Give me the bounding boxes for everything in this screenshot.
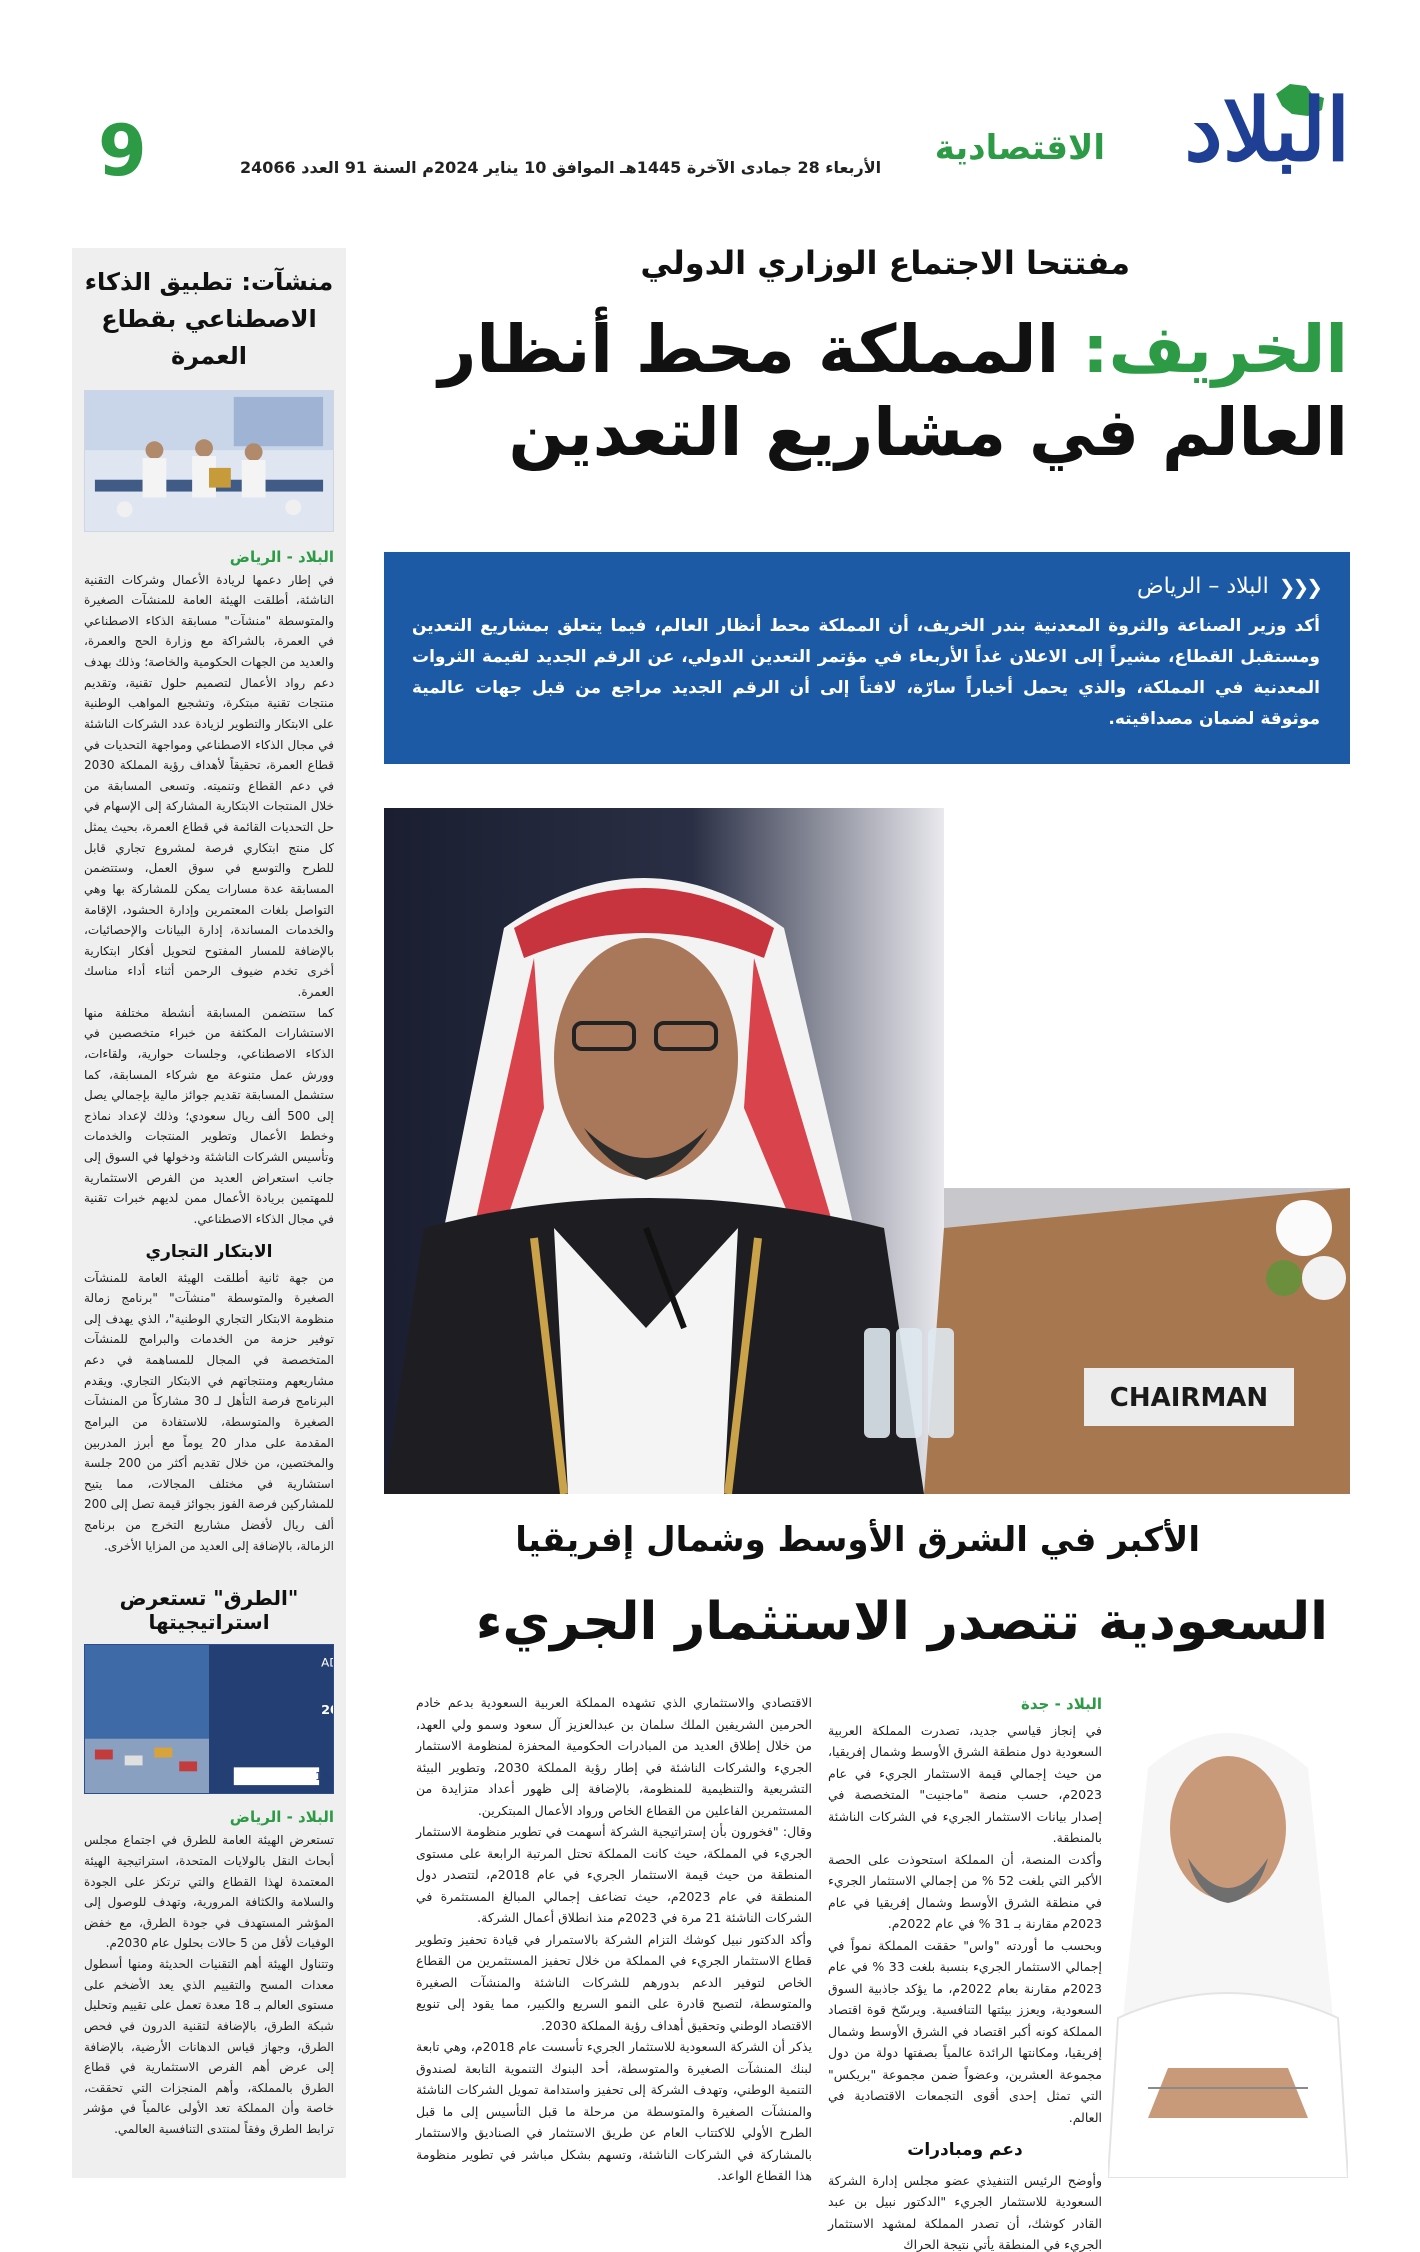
newspaper-logo[interactable]	[1120, 80, 1350, 190]
story2-paragraph: في إنجاز قياسي جديد، تصدرت المملكة العربية السعودية دول منطقة الشرق الأوسط وشمال إفريقيا، من حيث إجمالي قيمة الاستثمار الجريء في عام 2023م، حسب منصة "ماجنيت" المتخصصة في إصدار بيانات الاستثمار الجريء في الشركات الناشئة بالمنطقة.	[828, 1722, 1102, 1846]
story2-paragraph: وأكد الدكتور نبيل كوشك التزام الشركة بالاستمرار في قيادة تحفيز وتطوير قطاع الاستثمار الجريء في المملكة من خلال تحفيز المستثمرين من القطاع الخاص لتوفير الدعم بدورهم للشركات الناشئة والمنشآت الصغيرة والمتوسطة، لتصبح قادرة على النمو السريع والكبير، مما يقود إلى تنويع الاقتصاد الوطني وتحقيق أهداف رؤية المملكة 2030.	[416, 1931, 812, 2033]
story2-paragraph: وأوضح الرئيس التنفيذي عضو مجلس إدارة الشركة السعودية للاستثمار الجريء "الدكتور نبيل بن عبد القادر كوشك، أن تصدر المملكة لمشهد الاستثمار الجريء في المنطقة يأتي نتيجة الحراك	[828, 2172, 1102, 2252]
sidebar-story2-paragraph: وتتناول الهيئة أهم التقنيات الحديثة ومنها أسطول معدات المسح والتقييم الذي يعد الأضخم على مستوى العالم بـ 18 معدة تعمل على تقييم وتحليل شبكة الطرق، بالإضافة لتقنية الدرون في فحص الطرق، وجهاز قياس الدهانات الأرضية، بالإضافة إلى عرض أهم الفرص الاستثمارية في قطاع الطرق بالمملكة، وأهم المنجزات التي تحققت، خاصة وأن المملكة تعد الأولى عالمياً في مؤشر ترابط الطرق وفقاً لمنتدى التنافسية العالمي.	[84, 1957, 334, 2137]
masthead	[80, 80, 1350, 190]
dateline: الأربعاء 28 جمادى الآخرة 1445هـ الموافق 10 يناير 2024م السنة 91 العدد 24066	[240, 158, 882, 177]
story2-subhead: دعم ومبادرات	[907, 2140, 1023, 2161]
lead-text: أكد وزير الصناعة والثروة المعدنية بندر الخريف، أن المملكة محط أنظار العالم، فيما يتعلق بمشاريع التعدين ومستقبل القطاع، مشيراً إلى الاعلان غداً الأربعاء في مؤتمر التعدين الدولي، عن الرقم الجديد لقيمة الثروات المعدنية في المملكة، والذي يحمل أخباراً سارّة، لافتاً إلى أن الرقم الجديد مراجع من قبل جهات عالمية موثوقة لضمان مصداقيته.	[412, 616, 1320, 729]
logo-text: البلاد	[1184, 80, 1350, 181]
story1-kicker: مفتتحا الاجتماع الوزاري الدولي	[640, 244, 1130, 282]
story2-byline: البلاد - جدة	[1021, 1695, 1102, 1713]
headline-text: المملكة محط أنظار العالم في مشاريع التعدين	[438, 311, 1348, 472]
svg-text:فعاليات معرض الطرق والمرور 202	[321, 1703, 334, 1718]
sidebar	[72, 248, 346, 2178]
ad-brand: A	[321, 1656, 330, 1671]
roads-exhibition-ad[interactable]	[84, 1644, 334, 1794]
sidebar-story1-photo	[84, 390, 334, 532]
story2-kicker: الأكبر في الشرق الأوسط وشمال إفريقيا	[515, 1520, 1200, 1560]
headline-highlight: الخريف:	[1082, 311, 1348, 388]
sidebar-story2-title[interactable]: "الطرق" تستعرض استراتيجيتها	[119, 1586, 299, 1635]
story1-headline[interactable]	[388, 308, 1348, 474]
section-title: الاقتصادية	[934, 128, 1105, 168]
chevron-left-icon: ❮❮❮	[1278, 574, 1320, 599]
story2-headline[interactable]: السعودية تتصدر الاستثمار الجريء	[475, 1592, 1328, 1652]
story2-paragraph: وأكدت المنصة، أن المملكة استحوذت على الحصة الأكبر التي بلغت 52 % من إجمالي الاستثمار الجريء في منطقة الشرق الأوسط وشمال إفريقيا في عام 2023م مقارنة بـ 31 % في عام 2022م.	[828, 1851, 1102, 1932]
story2-paragraph: وبحسب ما أوردته "واس" حققت المملكة نمواً في إجمالي الاستثمار الجريء بنسبة بلغت 33 % في عام 2023م مقارنة بعام 2022م، ما يؤكد جاذبية السوق السعودية، ويعزز بيئتها التنافسية. ويرسّخ قوة اقتصاد المملكة كونه أكبر اقتصاد في الشرق الأوسط وشمال إفريقيا، ومكانتها الرائدة عالمياً بصفتها دولة من دول مجموعة العشرين، وعضواً ضمن مجموعة "بريكس" التي تمثل إحدى أقوى التجمعات الاقتصادية في العالم.	[828, 1937, 1103, 2125]
sidebar-story1-paragraph: من جهة ثانية أطلقت الهيئة العامة للمنشآت الصغيرة والمتوسطة "منشآت" "برنامج زمالة منظومة الابتكار التجاري الوطنية"، الذي يهدف إلى توفير حزمة من الخدمات والبرامج للمنشآت المتخصصة في المجال للمساهمة في دعم مشاريعهم ومنتجاتهم في الابتكار التجاري. ويقدم البرنامج فرصة التأهل لـ 30 مشاركاً من المنشآت الصغيرة والمتوسطة، للاستفادة من البرامج المقدمة على مدار 20 يوماً مع أبرز المدربين والمختصين، من خلال تقديم أكثر من 200 جلسة استشارية في مختلف المجالات، مما يتيح للمشاركين فرصة الفوز بجوائز قيمة تصل إلى 200 ألف ريال لأفضل مشاريع التخرج من برنامج الزمالة، بالإضافة إلى العديد من المزايا الأخرى.	[84, 1270, 335, 1553]
ad-dates: 16-	[315, 1770, 333, 1784]
story2-paragraph: وقال: "فخورون بأن إستراتيجية الشركة أسهمت في تطوير منظومة الاستثمار الجريء في المملكة، حيث كانت المملكة تحتل المرتبة الرابعة على مستوى المنطقة من حيث قيمة الاستثمار الجريء في عام 2018م، لتتصدر دول المنطقة في عام 2023م، حيث تضاعف إجمالي المبالغ المستثمرة في الشركات الناشئة 21 مرة في 2023م منذ انطلاق أعمال الشركة.	[416, 1824, 812, 1925]
story2-column-right-text	[828, 1692, 1102, 2252]
sidebar-story1-title[interactable]: منشآت: تطبيق الذكاء الاصطناعي بقطاع العمرة	[84, 268, 334, 371]
story2-paragraph: الاقتصادي والاستثماري الذي تشهده المملكة العربية السعودية بدعم خادم الحرمين الشريفين الملك سلمان بن عبدالعزيز آل سعود وسمو ولي العهد، من خلال إطلاق العديد من المبادرات الحكومية المحفزة لمنظومة الاستثمار الجريء والشركات الناشئة في إطار رؤية المملكة 2030، وتطوير البيئة التشريعية والتنظيمية للمنظومة، بالإضافة إلى ظهور أعداد متزايدة من المستثمرين الفاعلين من القطاع الخاص ورواد الأعمال المبتكرين.	[416, 1695, 812, 1818]
page-number: 9	[98, 110, 147, 192]
sidebar-story1-subhead: الابتكار التجاري	[145, 1241, 273, 1262]
story2-column-left	[416, 1692, 812, 2187]
sidebar-story1-byline: البلاد - الرياض	[229, 547, 334, 566]
lead-byline	[412, 574, 1320, 599]
story2-paragraph: يذكر أن الشركة السعودية للاستثمار الجريء تأسست عام 2018م، وهي تابعة لبنك المنشآت الصغيرة والمتوسطة، أحد البنوك التنموية التابعة لصندوق التنمية الوطني، وتهدف الشركة إلى تحفيز واستدامة تمويل الشركات الناشئة والمنشآت الصغيرة والمتوسطة من مرحلة ما قبل التأسيس إلى ما قبل الطرح الأولي للاكتتاب العام عن طريق الاستثمار في الصناديق والاستثمار بالمشاركة في الشركات الناشئة، وتسهم بشكل مباشر في تطوير منظومة هذا القطاع الواعد.	[416, 2039, 812, 2183]
chairman-nameplate: CHAIRMAN	[1109, 1383, 1269, 1413]
sidebar-story1-paragraph: كما ستتضمن المسابقة أنشطة مختلفة منها الاستشارات المكثفة من خبراء متخصصين في الذكاء الاصطناعي، وجلسات حوارية، ولقاءات، وورش عمل متنوعة مع شركاء المسابقة، كما ستشمل المسابقة تقديم جوائز مالية بإجمالي يصل إلى 500 ألف ريال سعودي؛ وذلك لإعداد نماذج وخطط الأعمال وتطوير المنتجات والخدمات وتأسيس الشركات الناشئة ودخولها في السوق إلى جانب استعراض العديد من الفرص الاستثمارية للمهتمين بريادة الأعمال ممن لديهم خبرات تقنية في مجال الذكاء الاصطناعي.	[84, 1005, 334, 1226]
sidebar-story1-paragraph: في إطار دعمها لريادة الأعمال وشركات التقنية الناشئة، أطلقت الهيئة العامة للمنشآت الصغيرة والمتوسطة "منشآت" مسابقة الذكاء الاصطناعي في العمرة، بالشراكة مع وزارة الحج والعمرة، والعديد من الجهات الحكومية والخاصة؛ وذلك بهدف دعم رواد الأعمال لتصميم حلول تقنية، وتقديم منتجات تقنية مبتكرة، وتشجيع المواهب الوطنية على الابتكار والتطوير لزيادة عدد الشركات الناشئة في مجال الذكاء الاصطناعي ومواجهة التحديات في قطاع العمرة، تحقيقاً لأهداف رؤية المملكة 2030 في دعم القطاع وتنميته. وتسعى المسابقة من خلال المنتجات الابتكارية المشاركة إلى الإسهام في حل التحديات القائمة في قطاع العمرة، بحيث يمثل كل منتج ابتكاري فرصة لمشروع تجاري قابل للطرح والتوسع في سوق العمل، وستتضمن المسابقة عدة مسارات يمكن للمشاركة بها وهي التواصل بلغات المعتمرين وإدارة الحشود، الإقامة والخدمات المساندة، إدارة البيانات والإحصائيات، بالإضافة للمسار المفتوح لتحويل أفكار ابتكارية أخرى تخدم ضيوف الرحمن أثناء أداء مناسك العمرة.	[84, 572, 334, 1000]
sidebar-story2-paragraph: تستعرض الهيئة العامة للطرق في اجتماع مجلس أبحاث النقل بالولايات المتحدة، استراتيجية الهيئة المعتمدة لهذا القطاع والتي ترتكز على الجودة والسلامة والكثافة المرورية، وتهدف للوصول إلى المؤشر المستهدف في جودة الطرق، مع خفض الوفيات لأقل من 5 حالات بحلول عام 2030م.	[84, 1833, 334, 1951]
lead-byline-text: البلاد – الرياض	[1136, 574, 1269, 599]
ad-title: 2	[321, 1703, 331, 1719]
nabil-koshak-photo	[1108, 1688, 1348, 2178]
minister-photo	[384, 808, 1350, 1494]
story1-lead-box	[384, 552, 1350, 764]
sidebar-story2-byline: البلاد - الرياض	[229, 1808, 334, 1827]
